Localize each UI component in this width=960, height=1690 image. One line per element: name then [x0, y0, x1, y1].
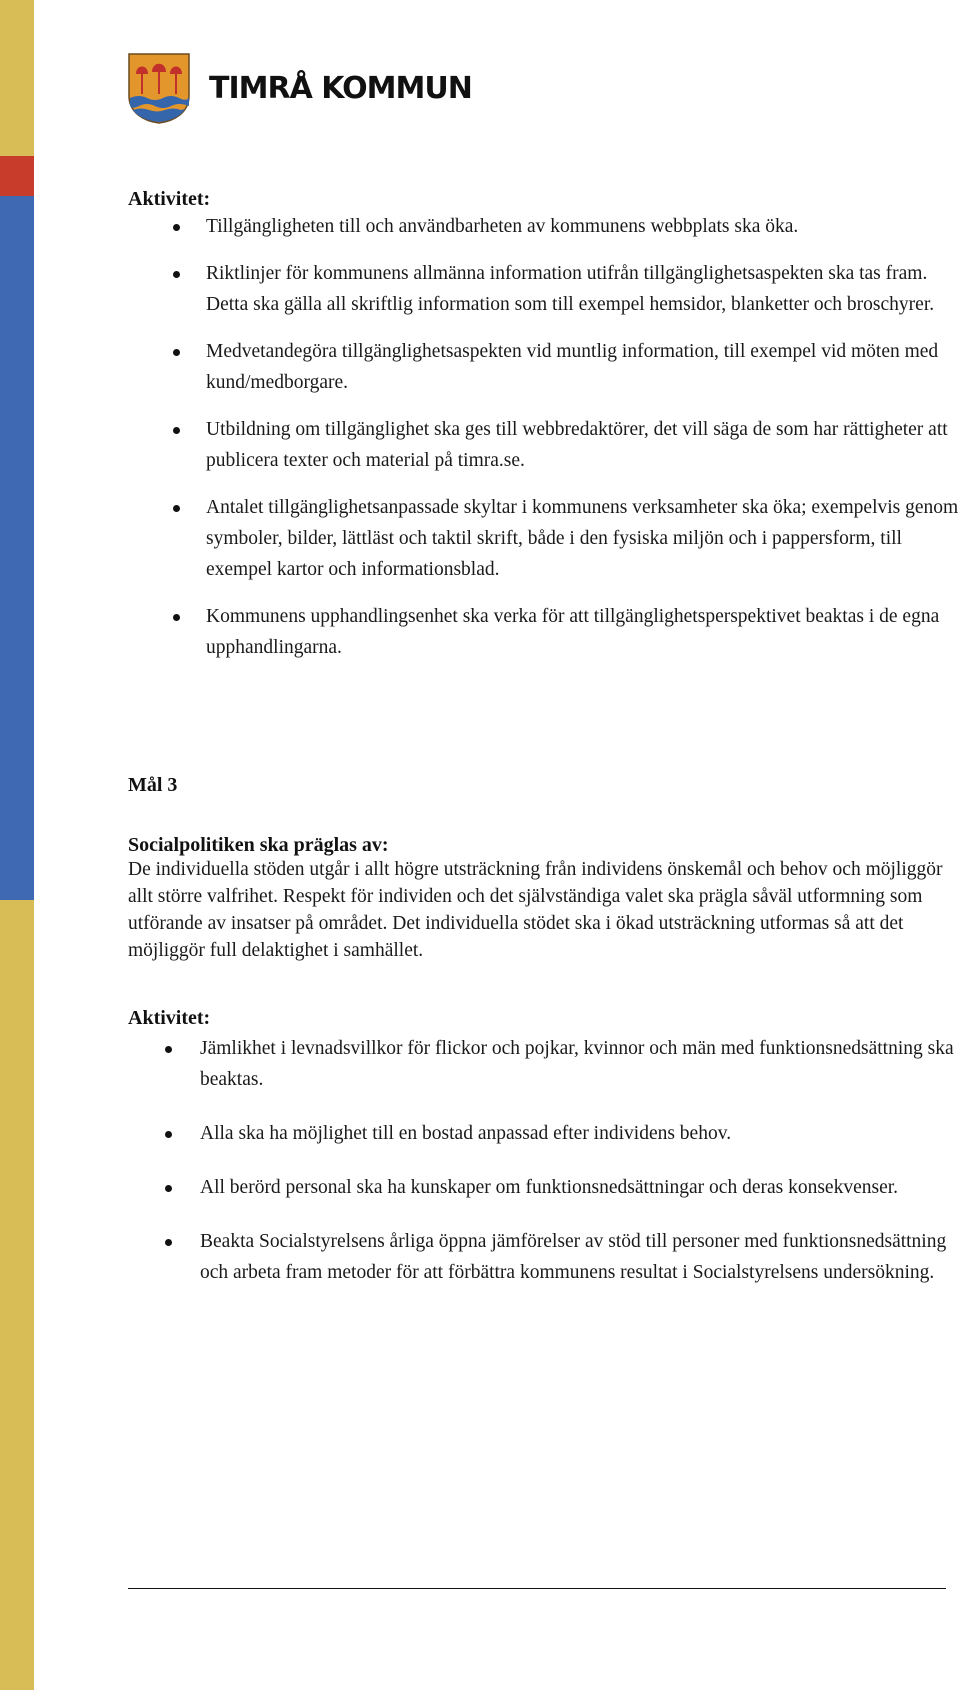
social-policy-paragraph: De individuella stöden utgår i allt högre utsträckning från individens önskemål och behov och möjliggör allt större valfrihet. Respekt för individen och det självständiga valet ska prägla såväl utformning som utförande av insatser på området. Det individuella stödet ska i ökad utsträckning utformas så att det möjliggör full delaktighet i samhället.	[128, 859, 943, 961]
stripe-yellow-bottom	[0, 900, 34, 1690]
list-item	[128, 211, 960, 242]
list-item	[128, 1033, 960, 1095]
stripe-blue	[0, 196, 34, 900]
aktivitet-heading: Aktivitet:	[128, 188, 211, 210]
list-item-text: All berörd personal ska ha kunskaper om funktionsnedsättningar och deras konsekvenser.	[200, 1177, 899, 1198]
list-item	[128, 1118, 960, 1149]
bullet-icon	[173, 505, 180, 512]
bullet-icon	[173, 427, 180, 434]
bullet-icon	[173, 271, 180, 278]
list-item	[128, 258, 960, 320]
list-item-text: Beakta Socialstyrelsens årliga öppna jämförelser av stöd till personer med funktionsnedsättning och arbeta fram metoder för att förbättra kommunens resultat i Socialstyrelsens undersökning.	[200, 1231, 947, 1283]
list-item-text: Kommunens upphandlingsenhet ska verka för att tillgänglighetsperspektivet beaktas i de egna upphandlingarna.	[206, 606, 940, 658]
social-policy-heading: Socialpolitiken ska präglas av:	[128, 834, 389, 856]
bullet-icon	[173, 224, 180, 231]
footer-divider	[128, 1588, 946, 1589]
list-item-text: Alla ska ha möjlighet till en bostad anpassad efter individens behov.	[200, 1123, 732, 1144]
list-item	[128, 336, 960, 398]
decorative-side-stripe	[0, 0, 34, 1690]
list-item-text: Riktlinjer för kommunens allmänna information utifrån tillgänglighetsaspekten ska tas fram. Detta ska gälla all skriftlig information som till exempel hemsidor, blanketter och broschyrer.	[206, 263, 935, 315]
list-item-text: Jämlikhet i levnadsvillkor för flickor och pojkar, kvinnor och män med funktionsnedsättning ska beaktas.	[200, 1038, 954, 1090]
list-item	[128, 601, 960, 663]
bullet-icon	[165, 1239, 172, 1246]
stripe-yellow-top	[0, 0, 34, 156]
list-item	[128, 1172, 960, 1203]
list-item-text: Antalet tillgänglighetsanpassade skyltar i kommunens verksamheter ska öka; exempelvis genom symboler, bilder, lättläst och taktil skrift, både i den fysiska miljön och i pappersform, till exempel kartor och informationsblad.	[206, 497, 959, 580]
stripe-red	[0, 156, 34, 196]
aktivitet-heading-2: Aktivitet:	[128, 1007, 211, 1029]
goal-heading: Mål 3	[128, 774, 178, 796]
municipality-logo	[127, 52, 472, 124]
bullet-icon	[173, 349, 180, 356]
list-item-text: Utbildning om tillgänglighet ska ges till webbredaktörer, det vill säga de som har rättigheter att publicera texter och material på timra.se.	[206, 419, 948, 471]
bullet-icon	[173, 614, 180, 621]
list-item	[128, 492, 960, 585]
aktivitet-list-2	[128, 1033, 960, 1311]
bullet-icon	[165, 1046, 172, 1053]
aktivitet-list-1	[128, 211, 960, 679]
municipal-crest-icon	[127, 52, 191, 124]
list-item-text: Tillgängligheten till och användbarheten av kommunens webbplats ska öka.	[206, 216, 799, 237]
list-item	[128, 414, 960, 476]
list-item-text: Medvetandegöra tillgänglighetsaspekten vid muntlig information, till exempel vid möten med kund/medborgare.	[206, 341, 939, 393]
bullet-icon	[165, 1131, 172, 1138]
bullet-icon	[165, 1185, 172, 1192]
list-item	[128, 1226, 960, 1288]
municipality-name: TIMRÅ KOMMUN	[209, 70, 472, 106]
